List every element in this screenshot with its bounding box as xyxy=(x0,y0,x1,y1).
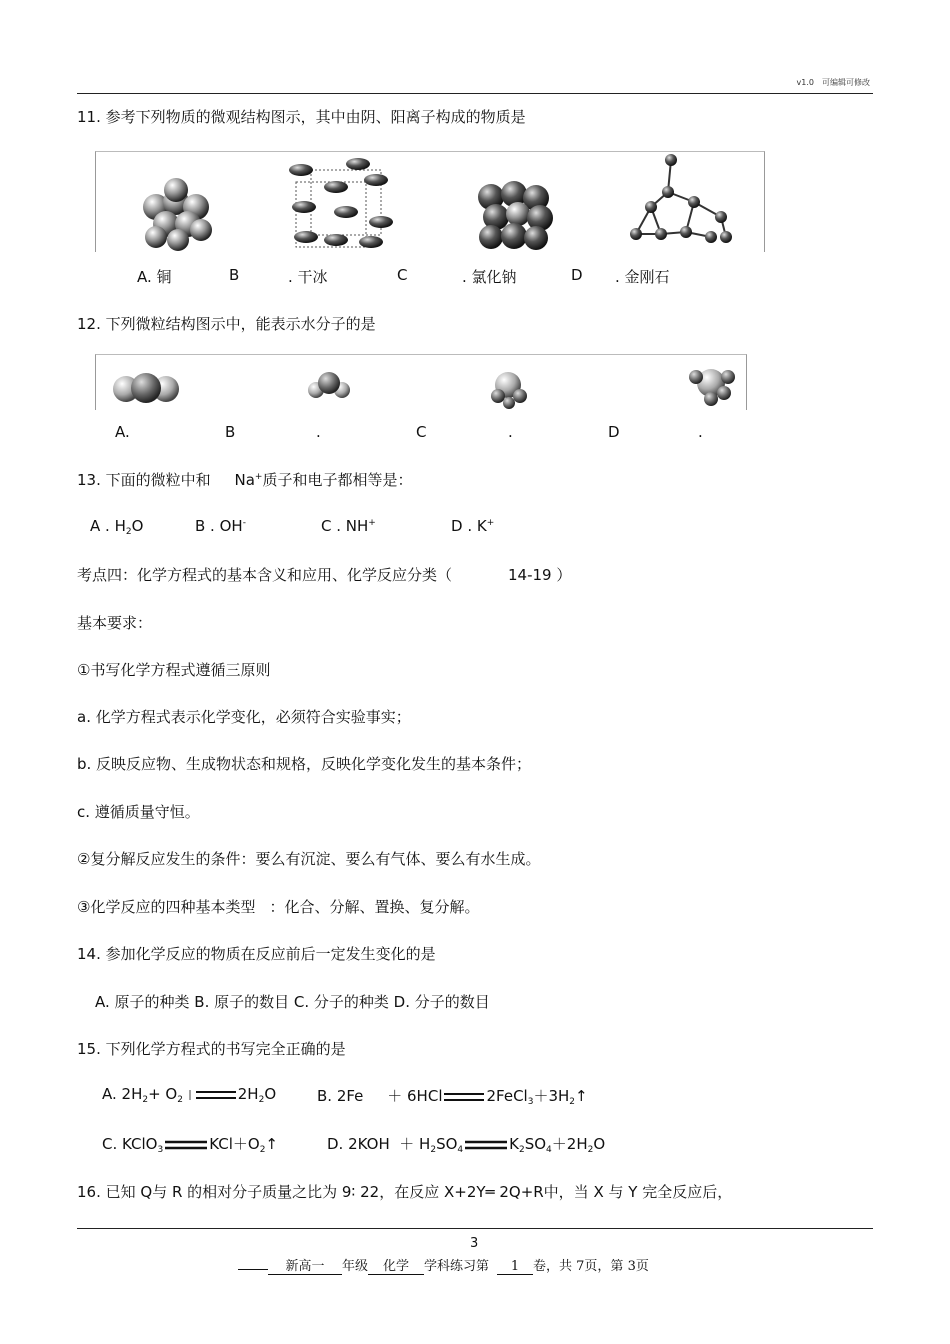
q11-figure-box xyxy=(95,151,765,252)
q11-option-c: . 氯化钠 xyxy=(462,268,517,286)
q11-option-b: . 干冰 xyxy=(288,268,328,286)
footer-course-info: 新高一 年级 化学 学科练习第 1 卷，共 7页，第 3页 xyxy=(238,1255,649,1275)
q14-options: A. 原子的种类 B. 原子的数目 C. 分子的种类 D. 分子的数目 xyxy=(95,993,490,1011)
footer-rule xyxy=(77,1228,873,1229)
molecule-a-icon xyxy=(113,373,179,403)
q13-option-c: C . NH+ xyxy=(321,517,376,535)
q13-option-b: B . OH- xyxy=(195,517,246,535)
q11-option-d: . 金刚石 xyxy=(615,268,670,286)
equals-sign-icon xyxy=(188,1089,238,1101)
q11-option-d-letter: D xyxy=(571,266,583,284)
principle-c: c. 遵循质量守恒。 xyxy=(77,803,200,821)
page-number: 3 xyxy=(470,1236,479,1251)
question-15-text: 15. 下列化学方程式的书写完全正确的是 xyxy=(77,1040,346,1058)
version-label: v1.0 可编辑可修改 xyxy=(796,78,870,87)
copper-structure-icon xyxy=(143,178,212,251)
q12-option-b: . xyxy=(316,423,321,441)
equals-sign-icon xyxy=(163,1139,209,1151)
q11-option-a: A. 铜 xyxy=(137,268,172,286)
q15-option-b: B. 2Fe ＋ 6HCl $2FeCl_3+3H_2↑$ xyxy=(317,1087,588,1107)
q15-option-d: D. $2KOH + H_2SO_4$ $K_2SO_4+2H_2O$ xyxy=(327,1135,606,1155)
equals-sign-icon xyxy=(463,1139,509,1151)
header-rule xyxy=(77,93,873,94)
question-13-text: 13. 下面的微粒中和 Na+质子和电子都相等是： xyxy=(77,471,413,489)
reaction-types: ③化学反应的四种基本类型 ：化合、分解、置换、复分解。 xyxy=(77,898,480,916)
principle-a: a. 化学方程式表示化学变化，必须符合实验事实； xyxy=(77,708,411,726)
question-16-text: 16. 已知 Q与 R 的相对分子质量之比为 9∶ 22，在反应 X+2Y═ 2Q+R中，当 X 与 Y 完全反应后， xyxy=(77,1183,733,1201)
basic-requirements-label: 基本要求： xyxy=(77,614,153,632)
diamond-structure-icon xyxy=(636,160,726,237)
q15-option-c: C. KClO$_3$ $KCl+O_2↑$ xyxy=(102,1135,278,1155)
question-14-text: 14. 参加化学反应的物质在反应前后一定发生变化的是 xyxy=(77,945,436,963)
molecule-c-icon xyxy=(491,372,527,409)
q12-option-c-letter: C xyxy=(416,423,427,441)
q12-option-a: A. xyxy=(115,423,130,441)
molecule-b-icon xyxy=(308,372,350,398)
molecule-d-icon xyxy=(689,369,735,406)
crystal-structures-illustration xyxy=(96,152,764,252)
q11-option-b-letter: B xyxy=(229,266,240,284)
q12-option-b-letter: B xyxy=(225,423,236,441)
question-12-text: 12. 下列微粒结构图示中，能表示水分子的是 xyxy=(77,315,376,333)
double-decomposition-condition: ②复分解反应发生的条件：要么有沉淀、要么有气体、要么有水生成。 xyxy=(77,850,541,868)
q12-option-c: . xyxy=(508,423,513,441)
co2-molecules xyxy=(289,158,393,248)
principle-b: b. 反映反应物、生成物状态和规格，反映化学变化发生的基本条件； xyxy=(77,755,532,773)
molecule-models-illustration xyxy=(96,355,746,410)
q13-option-a: A . $H_2O$ xyxy=(90,517,144,537)
q12-option-d: . xyxy=(698,423,703,441)
q11-option-c-letter: C xyxy=(397,266,408,284)
q13-option-d: D . K+ xyxy=(451,517,495,535)
q12-option-d-letter: D xyxy=(608,423,620,441)
sodium-chloride-structure-icon xyxy=(478,181,553,250)
question-11-text: 11. 参考下列物质的微观结构图示，其中由阴、阳离子构成的物质是 xyxy=(77,108,526,126)
q12-figure-box xyxy=(95,354,747,410)
equals-sign-icon xyxy=(442,1091,486,1103)
principle-heading: ①书写化学方程式遵循三原则 xyxy=(77,661,271,679)
q15-option-a: A. $2H_2+ O_2$ $2H_2O$ xyxy=(102,1085,277,1105)
section-title: 考点四：化学方程式的基本含义和应用、化学反应分类（ 14-19 ） xyxy=(77,566,572,584)
